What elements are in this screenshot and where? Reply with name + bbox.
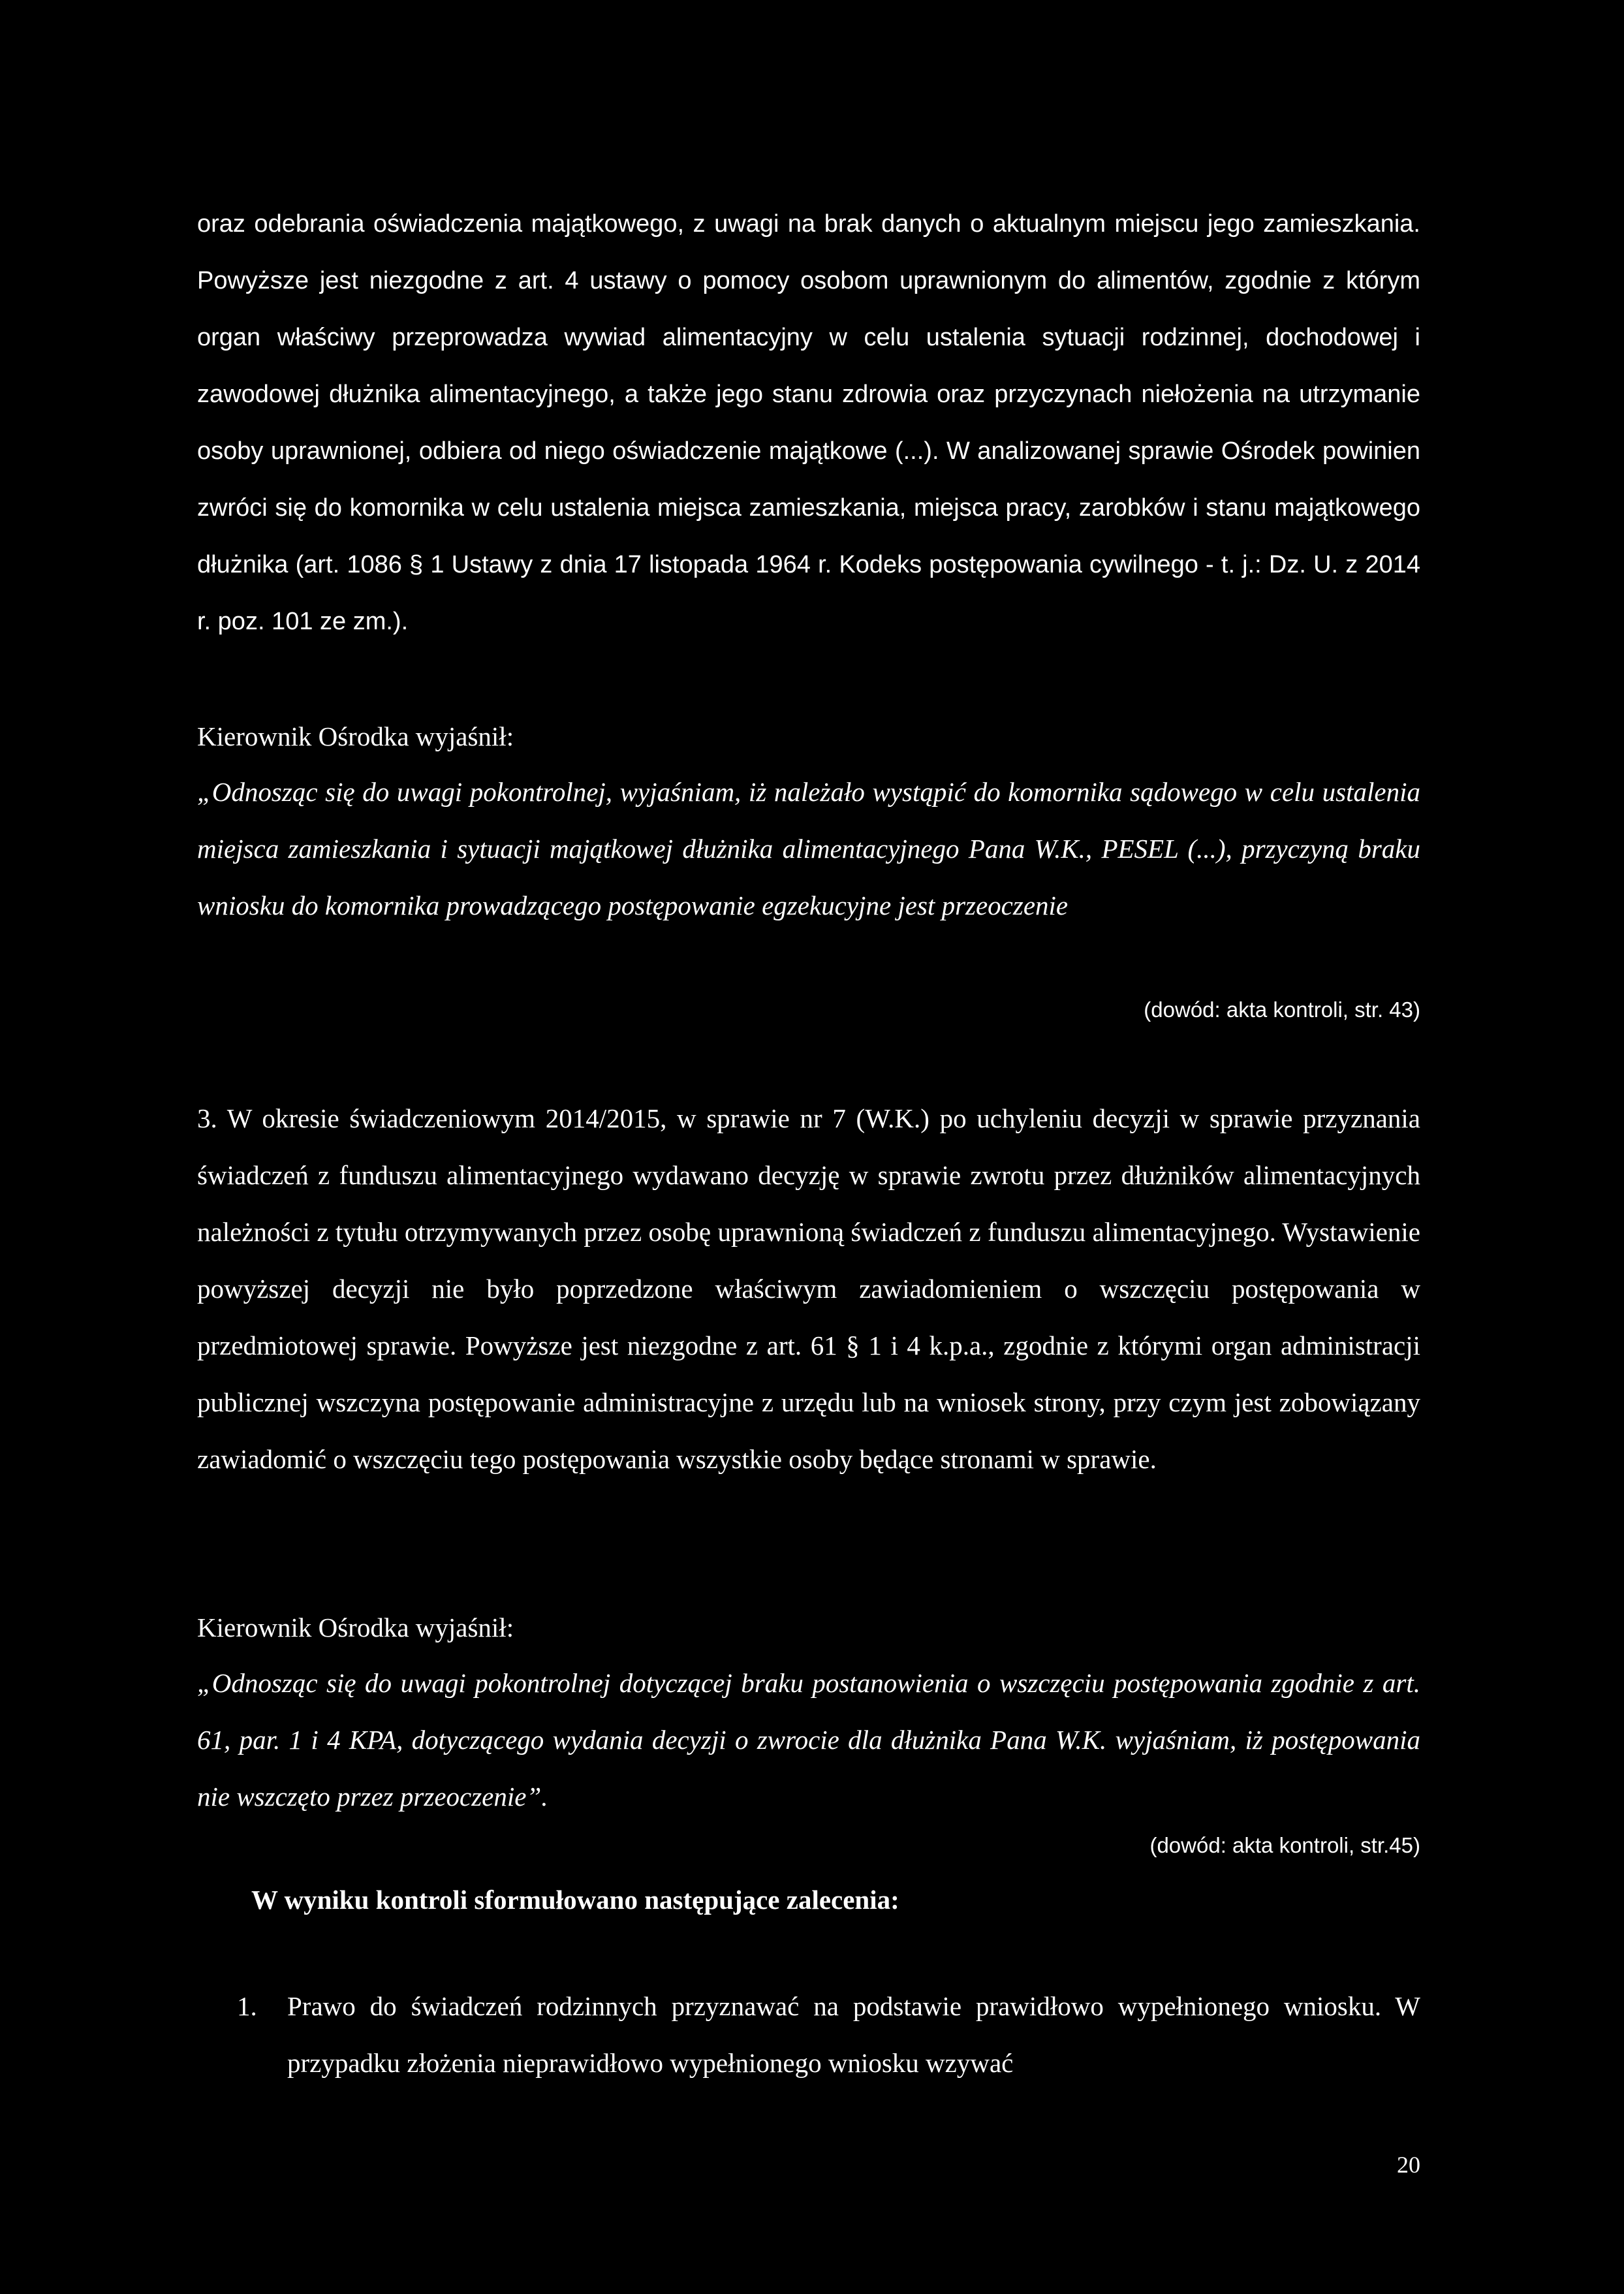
quote-proceedings-explanation: „Odnosząc się do uwagi pokontrolnej dotyczącej braku postanowienia o wszczęciu postępowania zgodnie z art. 61, par. 1 i 4 KPA, dotyczącego wydania decyzji o zwrocie dla dłużnika Pana W.K. wyjaśniam, iż postępowania nie wszczęto przez przeoczenie”. xyxy=(197,1668,1420,1812)
explanation-intro-2: Kierownik Ośrodka wyjaśnił: xyxy=(197,1612,514,1642)
evidence-reference-1: (dowód: akta kontroli, str. 43) xyxy=(1144,998,1420,1022)
recommendation-item-text: Prawo do świadczeń rodzinnych przyznawać na podstawie prawidłowo wypełnionego wniosku. W przypadku złożenia nieprawidłowo wypełnionego wniosku wzywać xyxy=(287,1991,1420,2078)
recommendation-item-number: 1. xyxy=(237,1991,257,2021)
paragraph-alimony-interview: oraz odebrania oświadczenia majątkowego, z uwagi na brak danych o aktualnym miejscu jego zamieszkania. Powyższe jest niezgodne z art. 4 ustawy o pomocy osobom uprawnionym do alimentów, zgodnie z którym organ właściwy przeprowadza wywiad alimentacyjny w celu ustalenia sytuacji rodzinnej, dochodowej i zawodowej dłużnika alimentacyjnego, a także jego stanu zdrowia oraz przyczynach niełożenia na utrzymanie osoby uprawnionej, odbiera od niego oświadczenie majątkowe (...). W analizowanej sprawie Ośrodek powinien zwróci się do komornika w celu ustalenia miejsca zamieszkania, miejsca pracy, zarobków i stanu majątkowego dłużnika (art. 1086 § 1 Ustawy z dnia 17 listopada 1964 r. Kodeks postępowania cywilnego - t. j.: Dz. U. z 2014 r. poz. 101 ze zm.). xyxy=(197,210,1420,635)
explanation-intro-1: Kierownik Ośrodka wyjaśnił: xyxy=(197,721,514,751)
page-number: 20 xyxy=(1397,2152,1420,2178)
recommendations-heading: W wyniku kontroli sformułowano następujące zalecenia: xyxy=(251,1885,899,1915)
quote-bailiff-explanation: „Odnosząc się do uwagi pokontrolnej, wyjaśniam, iż należało wystąpić do komornika sądowego w celu ustalenia miejsca zamieszkania i sytuacji majątkowej dłużnika alimentacyjnego Pana W.K., PESEL (...), przyczyną braku wniosku do komornika prowadzącego postępowanie egzekucyjne jest przeoczenie xyxy=(197,777,1420,920)
evidence-reference-2: (dowód: akta kontroli, str.45) xyxy=(1149,1833,1420,1857)
paragraph-refund-decision: 3. W okresie świadczeniowym 2014/2015, w sprawie nr 7 (W.K.) po uchyleniu decyzji w sprawie przyznania świadczeń z funduszu alimentacyjnego wydawano decyzję w sprawie zwrotu przez dłużników alimentacyjnych należności z tytułu otrzymywanych przez osobę uprawnioną świadczeń z funduszu alimentacyjnego. Wystawienie powyższej decyzji nie było poprzedzone właściwym zawiadomieniem o wszczęciu postępowania w przedmiotowej sprawie. Powyższe jest niezgodne z art. 61 § 1 i 4 k.p.a., zgodnie z którymi organ administracji publicznej wszczyna postępowanie administracyjne z urzędu lub na wniosek strony, przy czym jest zobowiązany zawiadomić o wszczęciu tego postępowania wszystkie osoby będące stronami w sprawie. xyxy=(197,1103,1420,1474)
